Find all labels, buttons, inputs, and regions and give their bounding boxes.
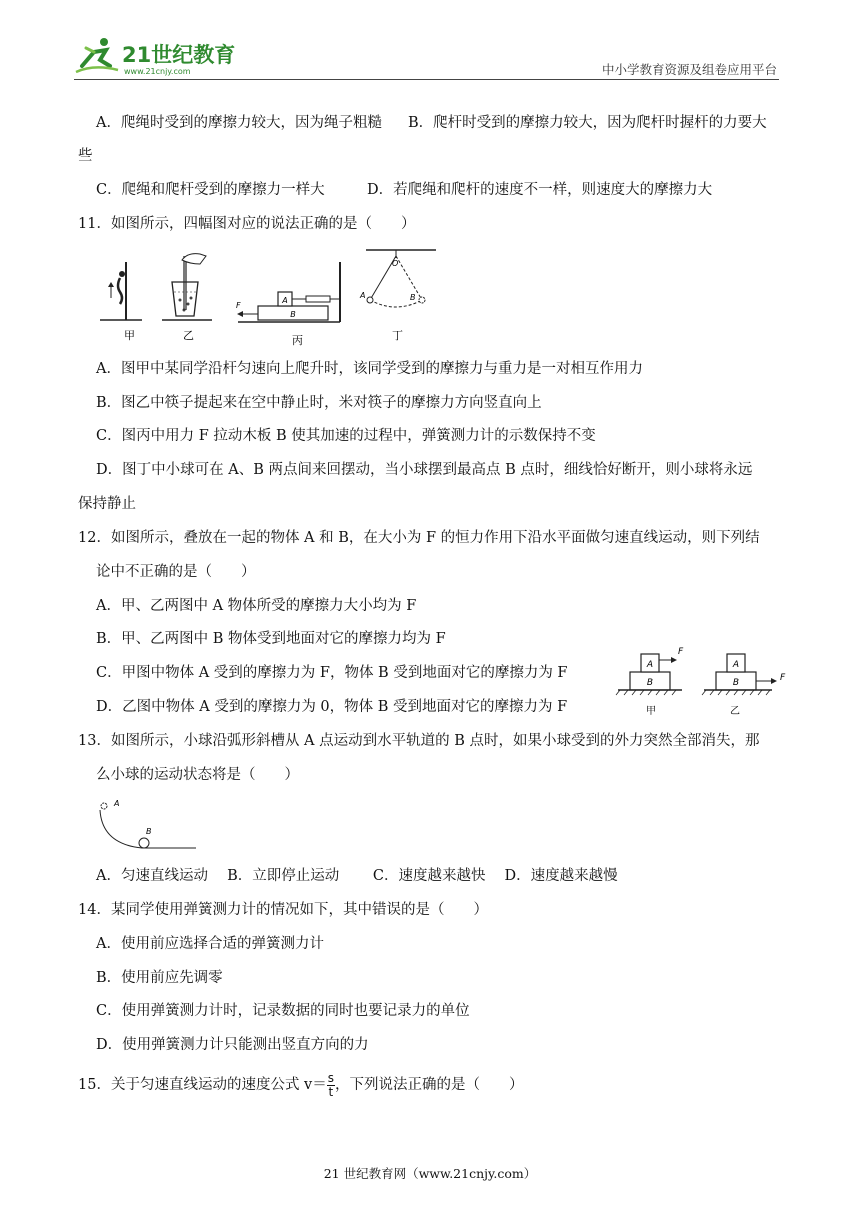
fig12-jia-b: B: [646, 678, 654, 688]
platform-name: 中小学教育资源及组卷应用平台: [601, 62, 777, 77]
fig12-jia-a: A: [646, 660, 654, 670]
fig-yi: [162, 254, 212, 320]
q10-option-a: A．爬绳时受到的摩擦力较大，因为绳子粗糙: [96, 115, 382, 131]
fig-label-o: O: [392, 259, 399, 268]
fig12-yi-a: A: [732, 660, 740, 670]
fig13-label-b: B: [146, 827, 152, 836]
q15-frac-den: t: [328, 1084, 334, 1099]
fig12-yi-f: F: [780, 673, 786, 683]
fig12-caption-jia: 甲: [646, 706, 656, 717]
q11-option-d-cont: 保持静止: [78, 496, 136, 512]
logo-url: www.21cnjy.com: [124, 67, 191, 76]
q14-option-a: A．使用前应选择合适的弹簧测力计: [96, 936, 324, 952]
fig-label-pend-a: A: [360, 291, 366, 300]
fig-jia: [100, 262, 142, 320]
q10-option-b-cont: 些: [78, 148, 93, 164]
fig12-jia: [616, 647, 684, 717]
q10-option-b: B．爬杆时受到的摩擦力较大，因为爬杆时握杆的力要大: [408, 115, 767, 131]
fig-label-a: A: [282, 296, 288, 305]
header-divider: [74, 79, 779, 80]
q15-frac-num: s: [327, 1070, 335, 1085]
page-footer: 21 世纪教育网（www.21cnjy.com）: [323, 1166, 537, 1181]
fig-label-f: F: [236, 301, 241, 310]
fig13-label-a: A: [114, 799, 120, 808]
q10-option-d: D．若爬绳和爬杆的速度不一样，则速度大的摩擦力大: [367, 182, 713, 198]
fig-caption-jia: 甲: [124, 329, 135, 342]
site-logo: [74, 36, 244, 80]
q12-figure: [612, 642, 802, 724]
q14-option-d: D．使用弹簧测力计只能测出竖直方向的力: [96, 1037, 369, 1053]
q13-stem-line1: 13．如图所示，小球沿弧形斜槽从 A 点运动到水平轨道的 B 点时，如果小球受到的外力突然全部消失，那: [78, 733, 760, 749]
q11-stem: 11．如图所示，四幅图对应的说法正确的是（ ）: [78, 216, 416, 232]
q15-formula: [327, 1072, 335, 1099]
q12-option-c: C．甲图中物体 A 受到的摩擦力为 F，物体 B 受到地面对它的摩擦力为 F: [96, 665, 568, 681]
q14-option-b: B．使用前应先调零: [96, 970, 223, 986]
q12-option-a: A．甲、乙两图中 A 物体所受的摩擦力大小均为 F: [96, 598, 417, 614]
logo-text: 21世纪教育: [122, 43, 236, 67]
q11-option-b: B．图乙中筷子提起来在空中静止时，米对筷子的摩擦力方向竖直向上: [96, 395, 542, 411]
q13-options: A．匀速直线运动 B．立即停止运动 C．速度越来越快 D．速度越来越慢: [96, 868, 618, 884]
q12-option-b: B．甲、乙两图中 B 物体受到地面对它的摩擦力均为 F: [96, 631, 446, 647]
q15-stem-pre: 15．关于匀速直线运动的速度公式 v＝: [78, 1077, 327, 1093]
q15-stem: [78, 1069, 524, 1101]
fig-label-pend-b: B: [410, 293, 416, 302]
fig12-caption-yi: 乙: [730, 706, 740, 717]
q10-option-c: C．爬绳和爬杆受到的摩擦力一样大: [96, 182, 325, 198]
q15-stem-post: ，下列说法正确的是（ ）: [335, 1077, 524, 1093]
fig-caption-bing: 丙: [292, 334, 303, 347]
fig-bing: [236, 262, 340, 322]
fig-caption-yi: 乙: [183, 329, 194, 342]
fig12-jia-f: F: [678, 647, 684, 657]
q11-option-d: D．图丁中小球可在 A、B 两点间来回摆动，当小球摆到最高点 B 点时，细线恰好断开，则小球将永远: [96, 462, 753, 478]
fig12-yi: [702, 654, 786, 717]
q12-stem-line2: 论中不正确的是（ ）: [96, 564, 256, 580]
q12-option-d: D．乙图中物体 A 受到的摩擦力为 0，物体 B 受到地面对它的摩擦力为 F: [96, 699, 568, 715]
fig12-yi-b: B: [732, 678, 740, 688]
runner-logo-icon: [76, 38, 118, 72]
fig-ding: [359, 250, 436, 307]
q14-stem: 14．某同学使用弹簧测力计的情况如下，其中错误的是（ ）: [78, 902, 488, 918]
fig-caption-ding: 丁: [392, 329, 403, 342]
q11-figure: [96, 242, 476, 351]
q14-option-c: C．使用弹簧测力计时，记录数据的同时也要记录力的单位: [96, 1003, 470, 1019]
q13-figure: [92, 796, 202, 856]
q13-stem-line2: 么小球的运动状态将是（ ）: [96, 767, 299, 783]
fig-label-b: B: [290, 310, 296, 319]
q11-option-a: A．图甲中某同学沿杆匀速向上爬升时，该同学受到的摩擦力与重力是一对相互作用力: [96, 361, 643, 377]
q11-option-c: C．图丙中用力 F 拉动木板 B 使其加速的过程中，弹簧测力计的示数保持不变: [96, 428, 596, 444]
q12-stem-line1: 12．如图所示，叠放在一起的物体 A 和 B，在大小为 F 的恒力作用下沿水平面做匀速直线运动，则下列结: [78, 530, 760, 546]
